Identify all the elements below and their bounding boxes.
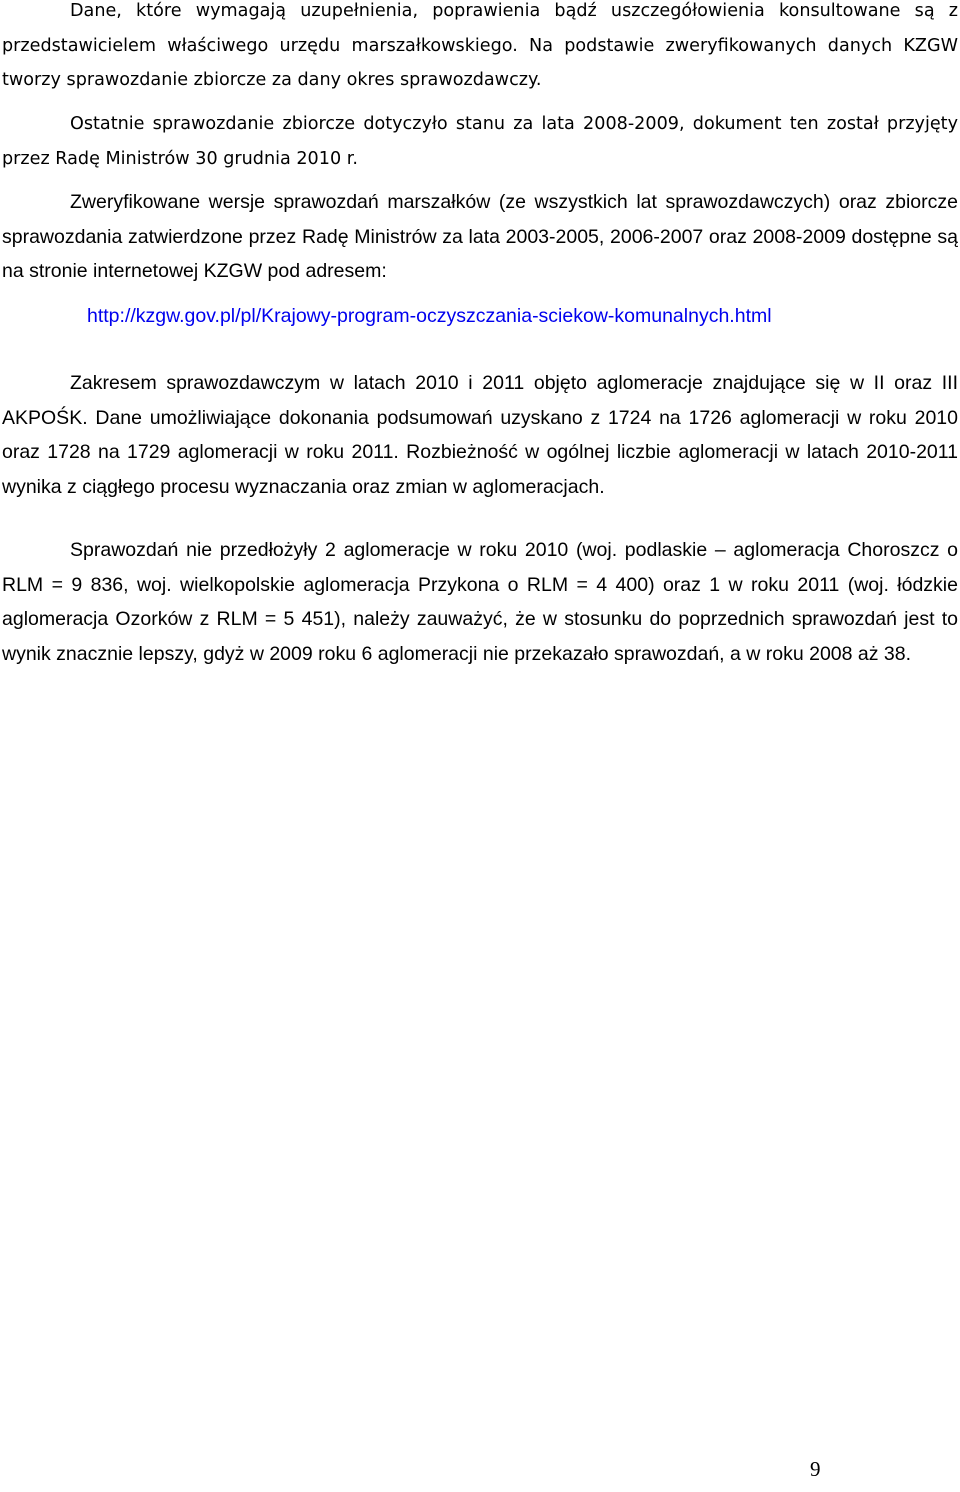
paragraph-reporting-scope: Zakresem sprawozdawczym w latach 2010 i 2011 objęto aglomeracje znajdujące się w II oraz III AKPOŚK. Dane umożliwiające dokonania podsumowań uzyskano z 1724 na 1726 aglomeracji w roku 2010 oraz 1728 na 1729 aglomeracji w roku 2011. Rozbieżność w ogólnej liczbie aglomeracji w latach 2010-2011 wynika z ciągłego procesu wyznaczania oraz zmian w aglomeracjach.	[2, 372, 958, 498]
paragraph-last-report: Ostatnie sprawozdanie zbiorcze dotyczyło stanu za lata 2008-2009, dokument ten został przyjęty przez Radę Ministrów 30 grudnia 2010 r.	[2, 114, 958, 169]
paragraph-missing-reports: Sprawozdań nie przedłożyły 2 aglomeracje w roku 2010 (woj. podlaskie – aglomeracja Choroszcz o RLM = 9 836, woj. wielkopolskie aglomeracja Przykona o RLM = 4 400) oraz 1 w roku 2011 (woj. łódzkie aglomeracja Ozorków z RLM = 5 451), należy zauważyć, że w stosunku do poprzednich sprawozdań jest to wynik znacznie lepszy, gdyż w 2009 roku 6 aglomeracji nie przekazało sprawozdań, a w roku 2008 aż 38.	[2, 539, 958, 665]
paragraph-consultation: Dane, które wymagają uzupełnienia, poprawienia bądź uszczegółowienia konsultowane są z przedstawicielem właściwego urzędu marszałkowskiego. Na podstawie zweryfikowanych danych KZGW tworzy sprawozdanie zbiorcze za dany okres sprawozdawczy.	[2, 1, 958, 90]
paragraph-verified-versions: Zweryfikowane wersje sprawozdań marszałków (ze wszystkich lat sprawozdawczych) oraz zbiorcze sprawozdania zatwierdzone przez Radę Ministrów za lata 2003-2005, 2006-2007 oraz 2008-2009 dostępne są na stronie internetowej KZGW pod adresem:	[2, 191, 958, 282]
page-number: 9	[810, 1457, 821, 1481]
kzgw-program-link[interactable]: http://kzgw.gov.pl/pl/Krajowy-program-oczyszczania-sciekow-komunalnych.html	[87, 305, 772, 327]
